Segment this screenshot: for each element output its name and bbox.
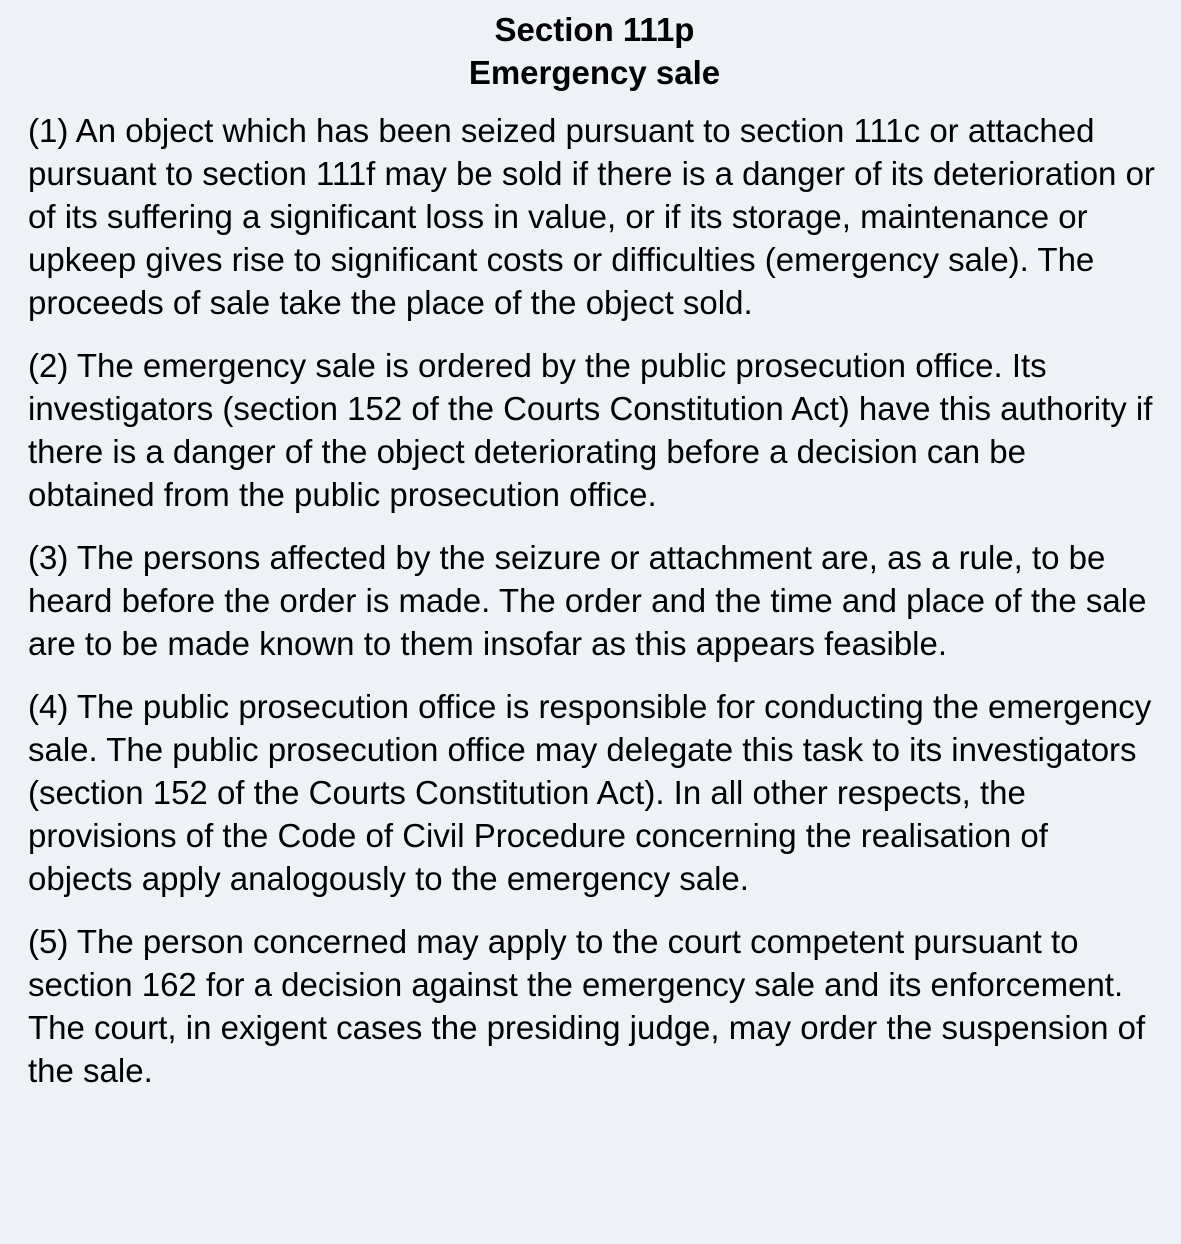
paragraph-5: (5) The person concerned may apply to the court competent pursuant to section 162 for a decision against the emergency sale and its enforcement. The court, in exigent cases the presiding judge, may order the suspension of the sale. [28, 923, 1146, 1089]
section-body [28, 109, 1161, 1092]
section-title: Emergency sale [468, 54, 721, 91]
paragraph-4: (4) The public prosecution office is responsible for conducting the emergency sale. The public prosecution office may delegate this task to its investigators (section 152 of the Courts Constitution Act). In all other respects, the provisions of the Code of Civil Procedure concerning the realisation of objects apply analogously to the emergency sale. [28, 688, 1152, 897]
paragraph-1: (1) An object which has been seized pursuant to section 111c or attached pursuant to section 111f may be sold if there is a danger of its deterioration or of its suffering a significant loss in value, or if its storage, maintenance or upkeep gives rise to significant costs or difficulties (emergency sale). The proceeds of sale take the place of the object sold. [28, 112, 1155, 321]
paragraph-2: (2) The emergency sale is ordered by the public prosecution office. Its investigators (section 152 of the Courts Constitution Act) have this authority if there is a danger of the object deteriorating before a decision can be obtained from the public prosecution office. [28, 347, 1153, 513]
paragraph-3: (3) The persons affected by the seizure or attachment are, as a rule, to be heard before the order is made. The order and the time and place of the sale are to be made known to them insofar as this appears feasible. [28, 539, 1147, 662]
section-number: Section 111p [494, 11, 695, 48]
section-heading [28, 8, 1161, 94]
